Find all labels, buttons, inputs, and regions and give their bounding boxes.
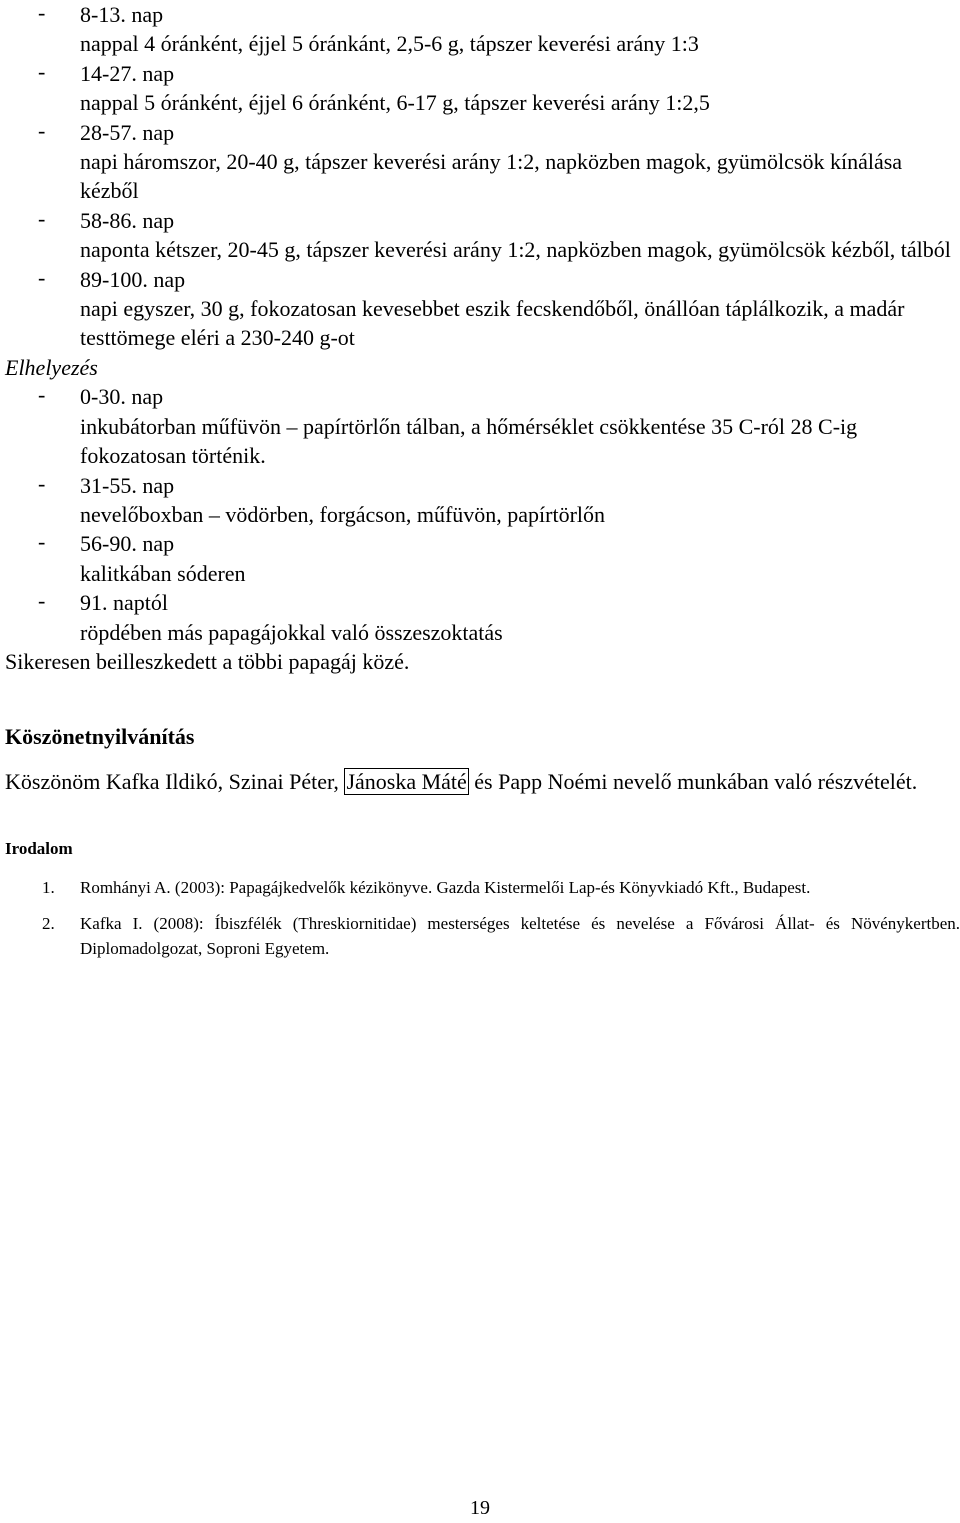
feeding-schedule-list [0,0,960,353]
step-description: nappal 4 óránként, éjjel 5 óránkánt, 2,5-6 g, tápszer keverési arány 1:3 [80,31,699,57]
step-period: 14-27. nap [80,60,175,86]
step-period: 31-55. nap [80,472,175,498]
acknowledgement-text-before: Köszönöm Kafka Ildikó, Szinai Péter, [5,769,345,795]
list-dash: - [38,117,46,143]
placement-step [0,471,960,530]
step-description: naponta kétszer, 20-45 g, tápszer keverési arány 1:2, napközben magok, gyümölcsök kézből, tálból [80,237,951,263]
reference-item [0,875,960,900]
reference-number: 1. [42,878,55,898]
list-dash: - [38,264,46,290]
feeding-step [0,0,960,59]
step-period: 56-90. nap [80,531,175,557]
step-description: napi egyszer, 30 g, fokozatosan kevesebbet eszik fecskendőből, önállóan táplálkozik, a madár testtömege eléri a 230-240 g-ot [80,296,905,351]
step-period: 0-30. nap [80,384,164,410]
references-heading: Irodalom [5,839,73,859]
list-dash: - [38,470,46,496]
list-dash: - [38,382,46,408]
list-dash: - [38,588,46,614]
step-description: inkubátorban műfüvön – papírtörlőn tálban, a hőmérséklet csökkentése 35 C-ról 28 C-ig fokozatosan történik. [80,413,858,469]
boxed-name: Jánoska Máté [346,769,467,795]
acknowledgement-text-after: és Papp Noémi nevelő munkában való részvételét. [468,769,918,795]
list-dash: - [38,529,46,555]
references-list [0,875,960,961]
feeding-step [0,59,960,118]
step-description: kalitkában sóderen [80,560,246,586]
page-number: 19 [470,1497,490,1519]
reference-number: 2. [42,914,55,934]
step-period: 89-100. nap [80,266,186,292]
step-description: nappal 5 óránként, éjjel 6 óránként, 6-17 g, tápszer keverési arány 1:2,5 [80,90,710,116]
list-dash: - [38,205,46,231]
reference-item [0,911,960,961]
step-description: napi háromszor, 20-40 g, tápszer keverési arány 1:2, napközben magok, gyümölcsök kínálása kézből [80,149,903,204]
summary-sentence: Sikeresen beilleszkedett a többi papagáj közé. [5,648,410,674]
step-description: nevelőboxban – vödörben, forgácson, műfüvön, papírtörlőn [80,501,606,527]
step-period: 91. naptól [80,590,168,616]
list-dash: - [38,58,46,84]
list-dash: - [38,0,46,25]
step-period: 28-57. nap [80,119,175,145]
feeding-step [0,265,960,353]
placement-heading: Elhelyezés [5,354,98,380]
acknowledgement-paragraph [5,766,960,797]
placement-step [0,588,960,647]
placement-step [0,382,960,470]
reference-text: Kafka I. (2008): Íbiszfélék (Threskiornitidae) mesterséges keltetése és nevelése a Fővárosi Állat- és Növénykertben. Diplomadolgozat, Soproni Egyetem. [80,914,960,959]
placement-step [0,529,960,588]
step-period: 58-86. nap [80,207,175,233]
step-period: 8-13. nap [80,2,164,27]
reference-text: Romhányi A. (2003): Papagájkedvelők kézikönyve. Gazda Kistermelői Lap-és Könyvkiadó Kft., Budapest. [80,878,811,898]
acknowledgement-heading: Köszönetnyilvánítás [5,724,195,750]
step-description: röpdében más papagájokkal való összeszoktatás [80,619,503,645]
placement-list [0,382,960,647]
feeding-step [0,118,960,206]
feeding-step [0,206,960,265]
